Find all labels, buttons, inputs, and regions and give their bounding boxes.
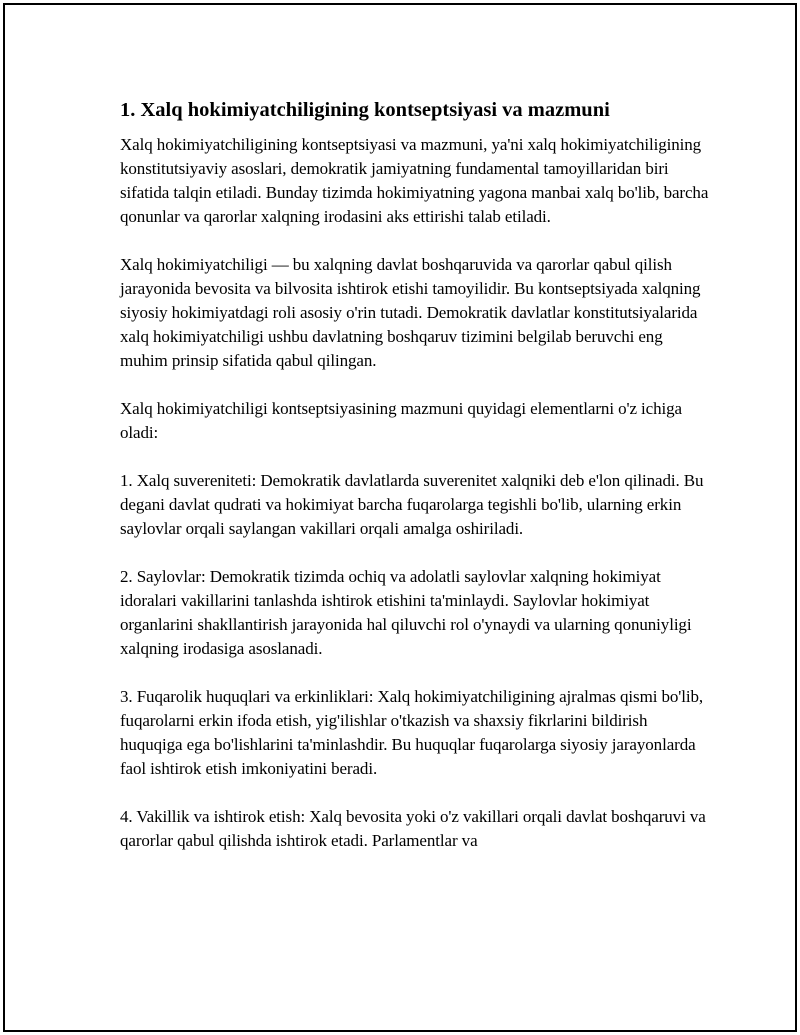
document-page [3, 3, 797, 1032]
section-heading: 1. Xalq hokimiyatchiligining kontseptsiyasi va mazmuni [120, 99, 610, 121]
paragraph-definition: Xalq hokimiyatchiligi — bu xalqning davlat boshqaruvida va qarorlar qabul qilish jarayonida bevosita va bilvosita ishtirok etishi tamoyilidir. Bu kontseptsiyada xalqning siyosiy hokimiyatdagi roli asosiy o'rin tutadi. Demokratik davlatlar konstitutsiyalarida xalq hokimiyatchiligi ushbu davlatning boshqaruv tizimini belgilab beruvchi eng muhim prinsip sifatida qabul qilingan. [120, 255, 701, 370]
paragraph-elements-lead: Xalq hokimiyatchiligi kontseptsiyasining mazmuni quyidagi elementlarni o'z ichiga oladi: [120, 399, 682, 442]
document-body [120, 97, 710, 877]
paragraph-representation: 4. Vakillik va ishtirok etish: Xalq bevosita yoki o'z vakillari orqali davlat boshqaruvi va qarorlar qabul qilishda ishtirok etadi. Parlamentlar va [120, 807, 706, 850]
paragraph-elections: 2. Saylovlar: Demokratik tizimda ochiq va adolatli saylovlar xalqning hokimiyat idoralari vakillarini tanlashda ishtirok etishini ta'minlaydi. Saylovlar hokimiyat organlarini shakllantirish jarayonida hal qiluvchi rol o'ynaydi va ularning qonuniyligi xalqning irodasiga asoslanadi. [120, 567, 692, 658]
paragraph-sovereignty: 1. Xalq suvereniteti: Demokratik davlatlarda suverenitet xalqniki deb e'lon qilinadi. Bu degani davlat qudrati va hokimiyat barcha fuqarolarga tegishli bo'lib, ularning erkin saylovlar orqali saylangan vakillari orqali amalga oshiriladi. [120, 471, 704, 538]
paragraph-intro: Xalq hokimiyatchiligining kontseptsiyasi va mazmuni, ya'ni xalq hokimiyatchiligining konstitutsiyaviy asoslari, demokratik jamiyatning fundamental tamoyillaridan biri sifatida talqin etiladi. Bunday tizimda hokimiyatning yagona manbai xalq bo'lib, barcha qonunlar va qarorlar xalqning irodasini aks ettirishi talab etiladi. [120, 135, 709, 226]
paragraph-civil-rights: 3. Fuqarolik huquqlari va erkinliklari: Xalq hokimiyatchiligining ajralmas qismi bo'lib, fuqarolarni erkin ifoda etish, yig'ilishlar o'tkazish va shaxsiy fikrlarini bildirish huquqiga ega bo'lishlarini ta'minlashdir. Bu huquqlar fuqarolarga siyosiy jarayonlarda faol ishtirok etish imkoniyatini beradi. [120, 687, 704, 778]
